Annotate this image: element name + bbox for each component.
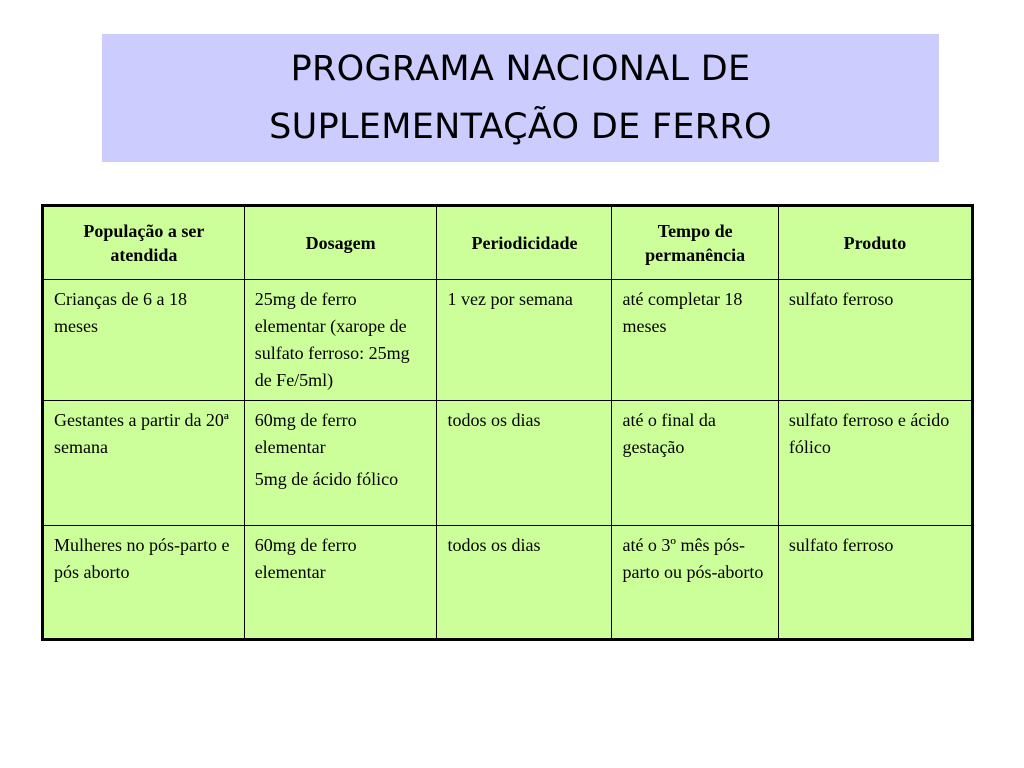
cell-dosagem [244,401,437,526]
cell-periodicidade: 1 vez por semana [437,280,612,401]
dosagem-line: 60mg de ferro elementar [254,410,357,457]
cell-produto: sulfato ferroso e ácido fólico [778,401,972,526]
header-dosagem: Dosagem [244,206,437,280]
cell-periodicidade: todos os dias [437,401,612,526]
cell-periodicidade: todos os dias [437,526,612,640]
cell-tempo: até o 3º mês pós-parto ou pós-aborto [612,526,778,640]
cell-populacao: Crianças de 6 a 18 meses [43,280,245,401]
cell-dosagem [244,526,437,640]
cell-populacao: Gestantes a partir da 20ª semana [43,401,245,526]
title-line-2: SUPLEMENTAÇÃO DE FERRO [269,107,772,147]
cell-tempo: até completar 18 meses [612,280,778,401]
header-tempo: Tempo de permanência [612,206,778,280]
cell-produto: sulfato ferroso [778,526,972,640]
dosagem-line: 5mg de ácido fólico [254,469,399,489]
cell-tempo: até o final da gestação [612,401,778,526]
cell-produto: sulfato ferroso [778,280,972,401]
dosagem-line: 25mg de ferro elementar (xarope de sulfato ferroso: 25mg de Fe/5ml) [254,289,410,390]
supplementation-table [41,204,974,641]
table-row [43,280,973,401]
dosagem-line: 60mg de ferro elementar [254,535,357,582]
slide-title [102,34,939,162]
header-produto: Produto [778,206,972,280]
table-row [43,401,973,526]
header-periodicidade: Periodicidade [437,206,612,280]
table-header-row [43,206,973,280]
cell-populacao: Mulheres no pós-parto e pós aborto [43,526,245,640]
cell-dosagem [244,280,437,401]
header-populacao: População a ser atendida [43,206,245,280]
table-row [43,526,973,640]
title-line-1: PROGRAMA NACIONAL DE [290,49,751,89]
